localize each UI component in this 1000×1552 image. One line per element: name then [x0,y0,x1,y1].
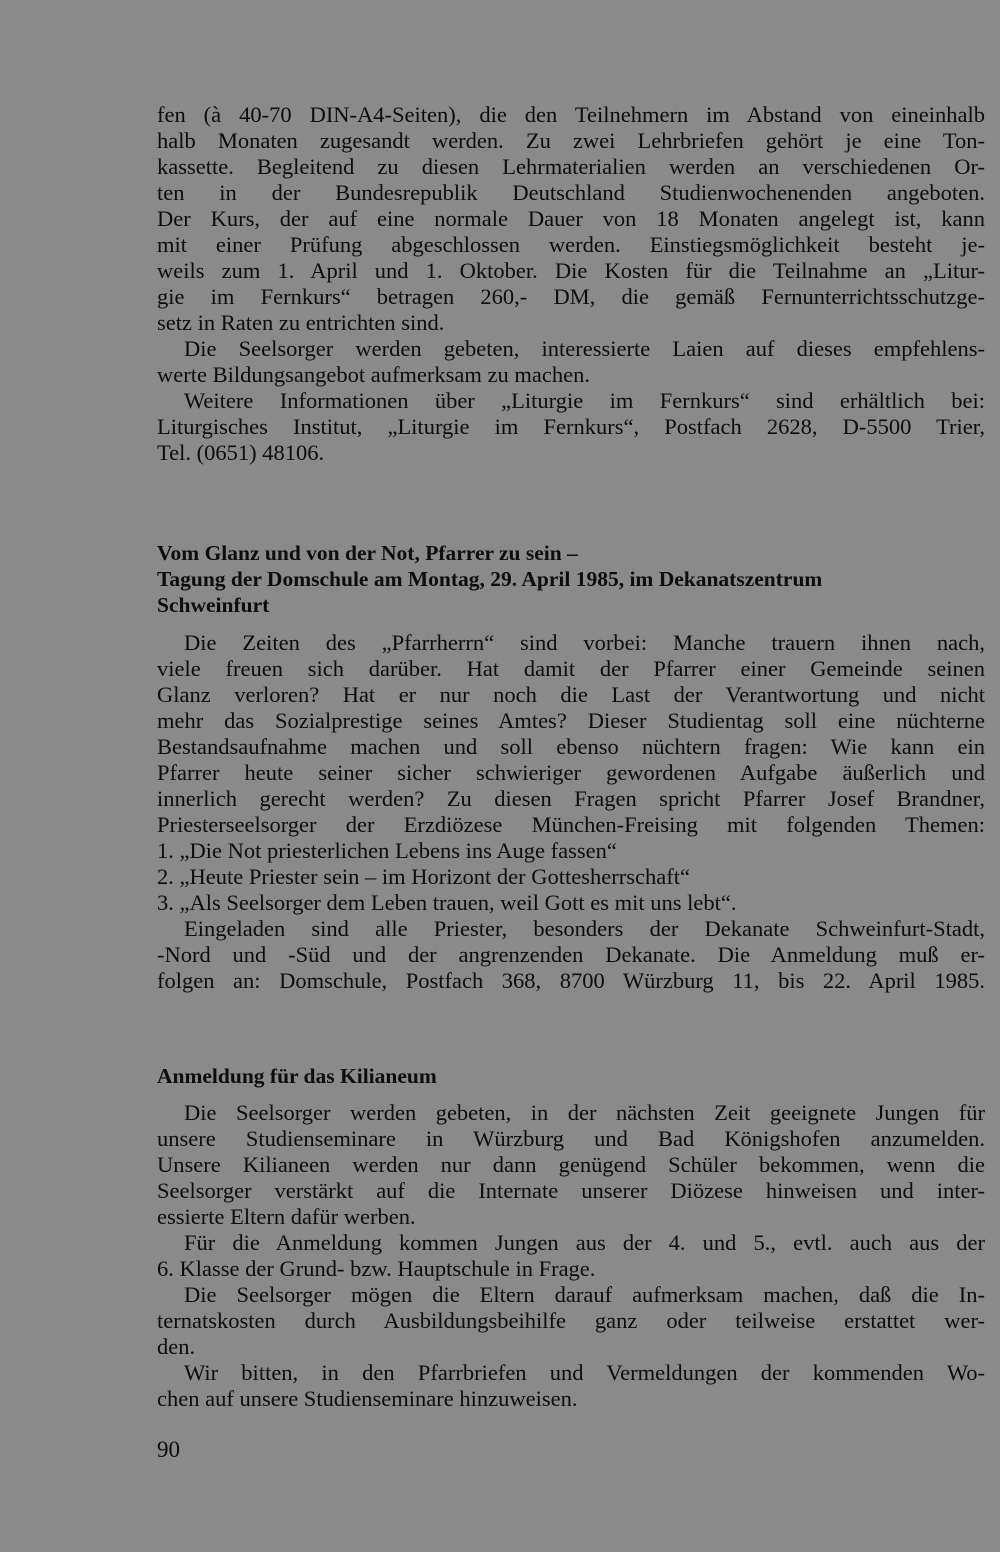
section-body-pfarrer [157,630,985,994]
text-line: Die Zeiten des „Pfarrherrn“ sind vorbei: Manche trauern ihnen nach, [184,630,985,655]
section-heading-pfarrer [157,540,985,618]
list-item: 2. „Heute Priester sein – im Horizont der Gottesherrschaft“ [157,864,690,889]
text-line: Pfarrer heute seiner sicher schwieriger gewordenen Aufgabe äußerlich und [157,760,985,785]
list-item: 3. „Als Seelsorger dem Leben trauen, weil Gott es mit uns lebt“. [157,890,737,915]
text-line: Die Seelsorger mögen die Eltern darauf aufmerksam machen, daß die In- [184,1282,985,1307]
text-line: Tel. (0651) 48106. [157,440,325,465]
text-line: Unsere Kilianeen werden nur dann genügend Schüler bekommen, wenn die [157,1152,985,1177]
text-line: -Nord und -Süd und der angrenzenden Dekanate. Die Anmeldung muß er- [157,942,985,967]
text-line: Der Kurs, der auf eine normale Dauer von 18 Monaten angelegt ist, kann [157,206,985,231]
text-line: Weitere Informationen über „Liturgie im Fernkurs“ sind erhältlich bei: [184,388,985,413]
text-line: fen (à 40-70 DIN-A4-Seiten), die den Teilnehmern im Abstand von eineinhalb [157,102,985,127]
text-line: innerlich gerecht werden? Zu diesen Fragen spricht Pfarrer Josef Brandner, [157,786,985,811]
text-line: Wir bitten, in den Pfarrbriefen und Vermeldungen der kommenden Wo- [184,1360,985,1385]
text-line: ten in der Bundesrepublik Deutschland Studienwochenenden angeboten. [157,180,985,205]
text-line: den. [157,1334,196,1359]
text-line: Liturgisches Institut, „Liturgie im Fernkurs“, Postfach 2628, D-5500 Trier, [157,414,985,439]
text-line: essierte Eltern dafür werben. [157,1204,416,1229]
text-line: unsere Studienseminare in Würzburg und Bad Königshofen anzumelden. [157,1126,985,1151]
text-line: halb Monaten zugesandt werden. Zu zwei Lehrbriefen gehört je eine Ton- [157,128,985,153]
text-line: Bestandsaufnahme machen und soll ebenso nüchtern fragen: Wie kann ein [157,734,985,759]
text-line: viele freuen sich darüber. Hat damit der Pfarrer einer Gemeinde seinen [157,656,985,681]
section-heading-kilianeum [157,1063,985,1089]
list-item: 1. „Die Not priesterlichen Lebens ins Auge fassen“ [157,838,617,863]
text-line: Priesterseelsorger der Erzdiözese München-Freising mit folgenden Themen: [157,812,985,837]
text-line: Für die Anmeldung kommen Jungen aus der 4. und 5., evtl. auch aus der [184,1230,985,1255]
section-body-kilianeum [157,1100,985,1412]
text-line: mehr das Sozialprestige seines Amtes? Dieser Studientag soll eine nüchterne [157,708,985,733]
text-line: Seelsorger verstärkt auf die Internate unserer Diözese hinweisen und inter- [157,1178,985,1203]
text-line: ternatskosten durch Ausbildungsbeihilfe ganz oder teilweise erstattet wer- [157,1308,985,1333]
text-line: mit einer Prüfung abgeschlossen werden. Einstiegsmöglichkeit besteht je- [157,232,985,257]
text-line: Glanz verloren? Hat er nur noch die Last der Verantwortung und nicht [157,682,985,707]
text-line: setz in Raten zu entrichten sind. [157,310,445,335]
text-line: chen auf unsere Studienseminare hinzuweisen. [157,1386,578,1411]
page-number: 90 [157,1437,180,1462]
text-line: folgen an: Domschule, Postfach 368, 8700 Würzburg 11, bis 22. April 1985. [157,968,985,993]
heading-line: Anmeldung für das Kilianeum [157,1064,437,1088]
heading-line: Vom Glanz und von der Not, Pfarrer zu sein – [157,541,578,565]
text-line: Die Seelsorger werden gebeten, in der nächsten Zeit geeignete Jungen für [184,1100,985,1125]
text-line: weils zum 1. April und 1. Oktober. Die Kosten für die Teilnahme an „Litur- [157,258,985,283]
text-line: werte Bildungsangebot aufmerksam zu machen. [157,362,590,387]
text-line: Eingeladen sind alle Priester, besonders der Dekanate Schweinfurt-Stadt, [184,916,985,941]
text-line: 6. Klasse der Grund- bzw. Hauptschule in Frage. [157,1256,596,1281]
heading-line: Schweinfurt [157,593,270,617]
heading-line: Tagung der Domschule am Montag, 29. April 1985, im Dekanatszentrum [157,567,823,591]
text-line: Die Seelsorger werden gebeten, interessierte Laien auf dieses empfehlens- [184,336,985,361]
section-liturgie-fernkurs [157,102,985,466]
text-line: kassette. Begleitend zu diesen Lehrmaterialien werden an verschiedenen Or- [157,154,985,179]
text-line: gie im Fernkurs“ betragen 260,- DM, die gemäß Fernunterrichtsschutzge- [157,284,985,309]
